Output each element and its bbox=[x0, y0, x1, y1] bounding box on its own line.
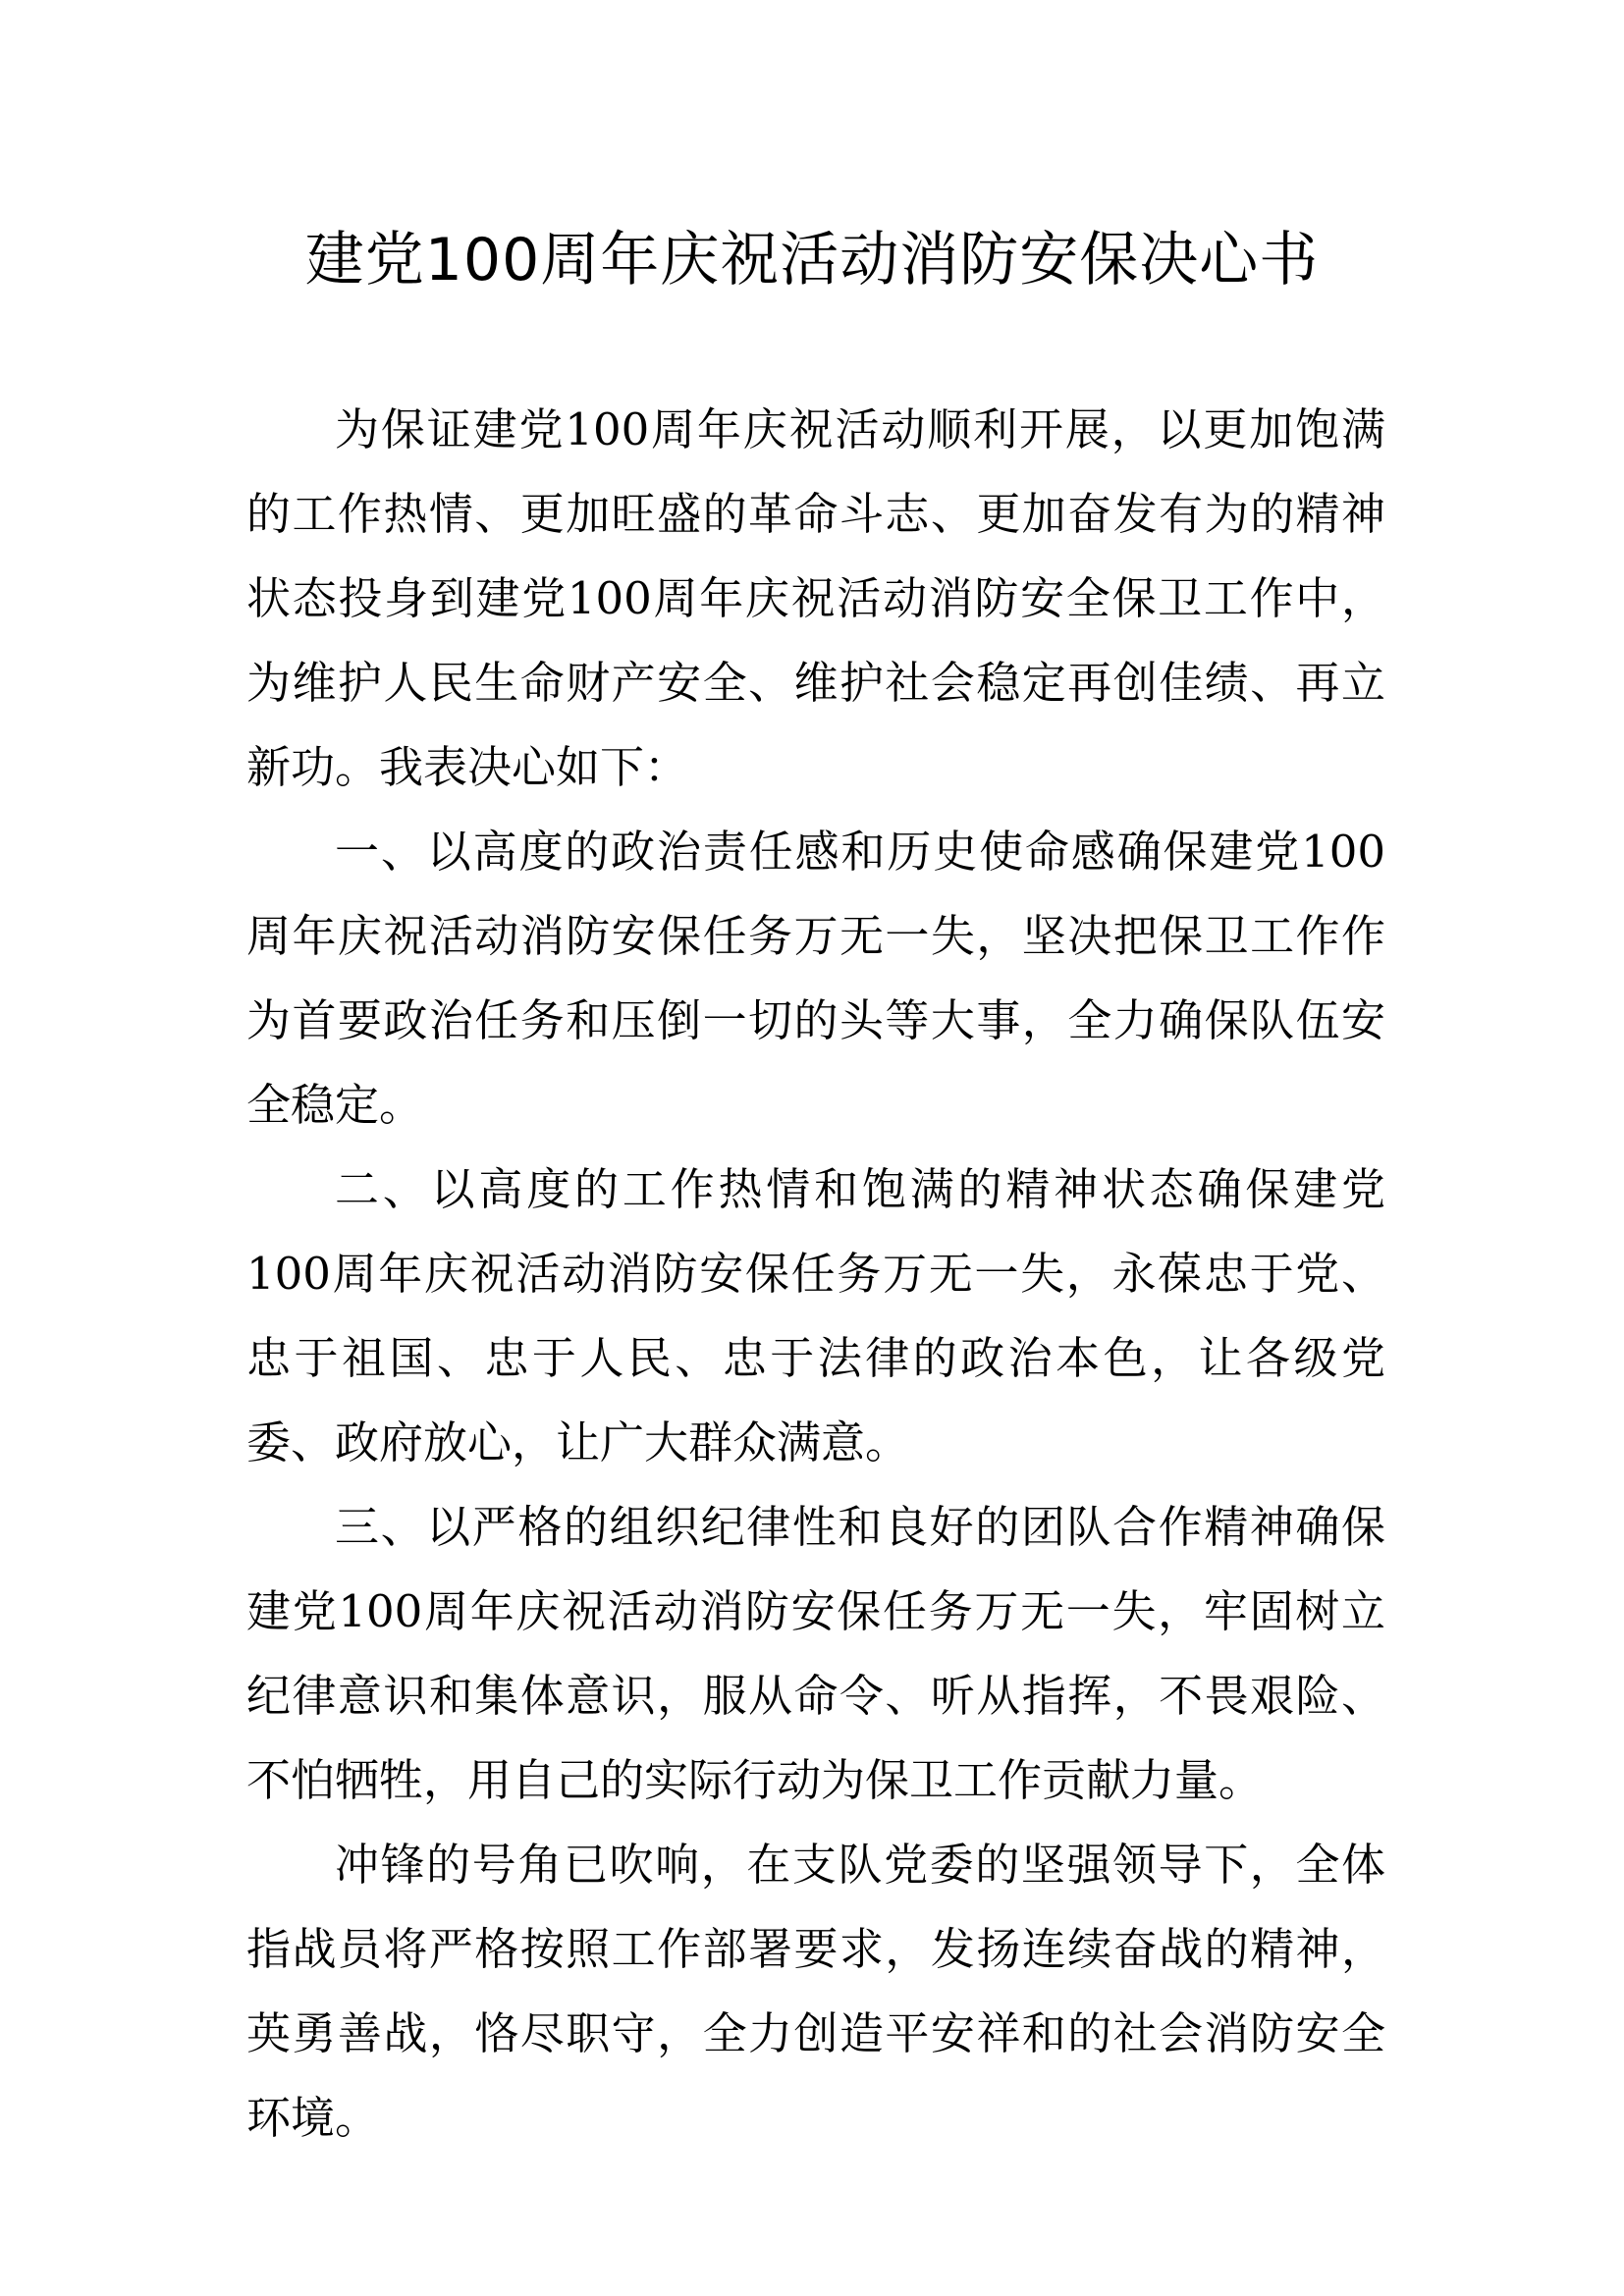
paragraph-closing: 冲锋的号角已吹响，在支队党委的坚强领导下，全体指战员将严格按照工作部署要求，发扬连续奋战的精神，英勇善战，恪尽职守，全力创造平安祥和的社会消防安全环境。 bbox=[246, 1839, 1385, 2144]
paragraph-intro: 为保证建党100周年庆祝活动顺利开展，以更加饱满的工作热情、更加旺盛的革命斗志、更加奋发有为的精神状态投身到建党100周年庆祝活动消防安全保卫工作中，为维护人民生命财产安全、维护社会稳定再创佳绩、再立新功。我表决心如下： bbox=[246, 403, 1385, 793]
paragraph-point-three: 三、以严格的组织纪律性和良好的团队合作精神确保建党100周年庆祝活动消防安保任务万无一失，牢固树立纪律意识和集体意识，服从命令、听从指挥，不畏艰险、不怕牺牲，用自己的实际行动为保卫工作贡献力量。 bbox=[246, 1501, 1385, 1806]
document-body bbox=[246, 388, 1385, 2161]
paragraph-point-two: 二、以高度的工作热情和饱满的精神状态确保建党100周年庆祝活动消防安保任务万无一失，永葆忠于党、忠于祖国、忠于人民、忠于法律的政治本色，让各级党委、政府放心，让广大群众满意。 bbox=[246, 1163, 1385, 1468]
document-title: 建党100周年庆祝活动消防安保决心书 bbox=[304, 226, 1320, 294]
paragraph-point-one: 一、以高度的政治责任感和历史使命感确保建党100周年庆祝活动消防安保任务万无一失，坚决把保卫工作作为首要政治任务和压倒一切的头等大事，全力确保队伍安全稳定。 bbox=[246, 826, 1385, 1131]
